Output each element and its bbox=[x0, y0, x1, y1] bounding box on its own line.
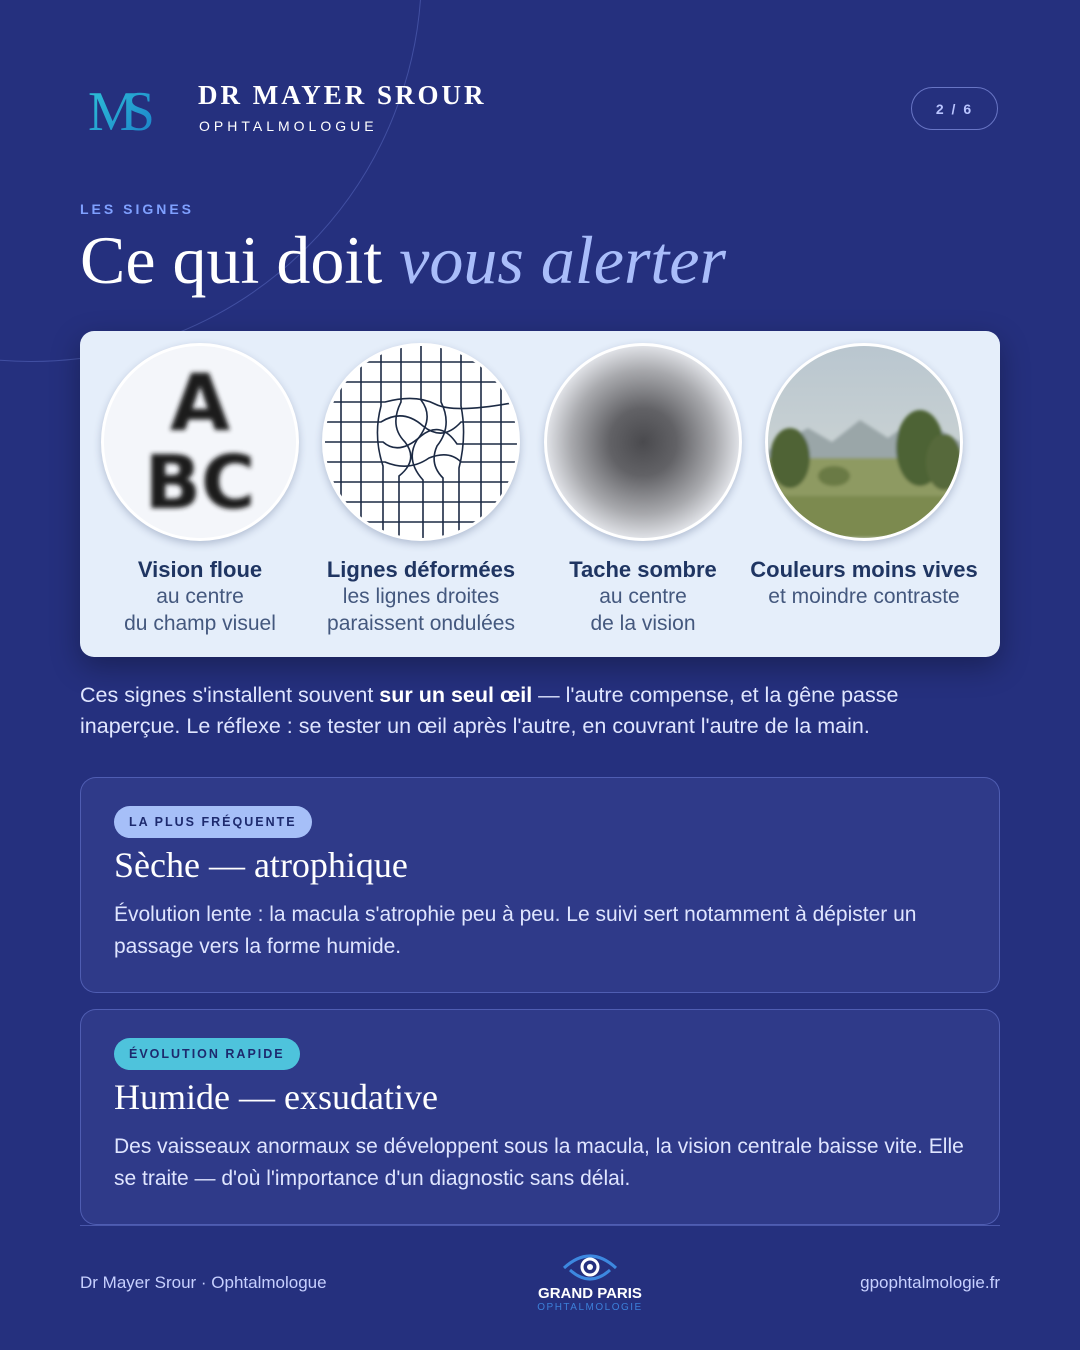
distorted-grid-icon bbox=[322, 343, 520, 541]
footer-author: Dr Mayer Srour · Ophtalmologue bbox=[80, 1273, 327, 1292]
footer-divider bbox=[80, 1225, 1000, 1226]
symptom-distorted-lines bbox=[306, 343, 536, 637]
headline-plain: Ce qui doit bbox=[80, 222, 383, 298]
symptom-faded-colors bbox=[749, 343, 979, 610]
page-indicator: 2 / 6 bbox=[911, 87, 998, 130]
symptom-description: les lignes droites paraissent ondulées bbox=[327, 585, 515, 635]
card-title: Humide — exsudative bbox=[114, 1077, 438, 1117]
symptom-blurred-vision bbox=[85, 343, 315, 637]
brand-name: DR MAYER SROUR bbox=[198, 80, 487, 110]
wet-amd-card bbox=[80, 1009, 1000, 1225]
symptom-description: et moindre contraste bbox=[768, 585, 960, 608]
symptom-title: Lignes déformées bbox=[326, 557, 516, 582]
page-title bbox=[80, 216, 726, 304]
blurry-letters-icon bbox=[101, 343, 299, 541]
card-description: Des vaisseaux anormaux se développent sous la macula, la vision centrale baisse vite. Elle se traite — d'où l'importance d'un diagnostic sans délai. bbox=[114, 1135, 964, 1190]
headline-italic: vous alerter bbox=[399, 222, 726, 298]
section-eyebrow: LES SIGNES bbox=[80, 201, 195, 217]
symptoms-illustration-card bbox=[80, 331, 1000, 657]
grand-paris-logo bbox=[530, 1248, 650, 1314]
blurry-letter-a: A bbox=[169, 359, 231, 449]
symptom-title: Couleurs moins vives bbox=[750, 557, 978, 582]
symptom-description: au centre de la vision bbox=[590, 585, 696, 635]
card-description: Évolution lente : la macula s'atrophie peu à peu. Le suivi sert notamment à dépister un passage vers la forme humide. bbox=[114, 903, 917, 958]
logo-name: GRAND PARIS bbox=[538, 1285, 642, 1302]
intro-text-after: — l'autre compense, et la gêne passe inaperçue. Le réflexe : se tester un œil après l'autre, en couvrant l'autre de la main. bbox=[80, 683, 899, 738]
decorative-arc bbox=[0, 0, 422, 362]
frequency-badge: LA PLUS FRÉQUENTE bbox=[114, 806, 312, 838]
symptom-description: au centre du champ visuel bbox=[124, 585, 276, 635]
symptom-dark-spot bbox=[528, 343, 758, 637]
brand-subtitle: OPHTALMOLOGUE bbox=[199, 118, 378, 134]
blurry-letters-bc: BC bbox=[144, 440, 256, 526]
logo-subtitle: OPHTALMOLOGIE bbox=[537, 1302, 643, 1313]
card-title: Sèche — atrophique bbox=[114, 845, 408, 885]
symptom-title: Vision floue bbox=[137, 557, 263, 582]
intro-text-bold: sur un seul œil bbox=[379, 683, 533, 707]
footer-website-link[interactable]: gpophtalmologie.fr bbox=[860, 1273, 1000, 1292]
dark-spot-icon bbox=[544, 343, 742, 541]
dry-amd-card bbox=[80, 777, 1000, 993]
intro-text-before: Ces signes s'installent souvent bbox=[80, 683, 380, 707]
eye-icon bbox=[560, 1248, 620, 1284]
ms-logo bbox=[88, 80, 170, 136]
logo-letter-m: MS bbox=[88, 81, 141, 136]
progression-badge: ÉVOLUTION RAPIDE bbox=[114, 1038, 300, 1070]
symptom-title: Tache sombre bbox=[569, 557, 717, 582]
intro-paragraph bbox=[80, 680, 980, 742]
faded-landscape-icon bbox=[765, 343, 963, 541]
